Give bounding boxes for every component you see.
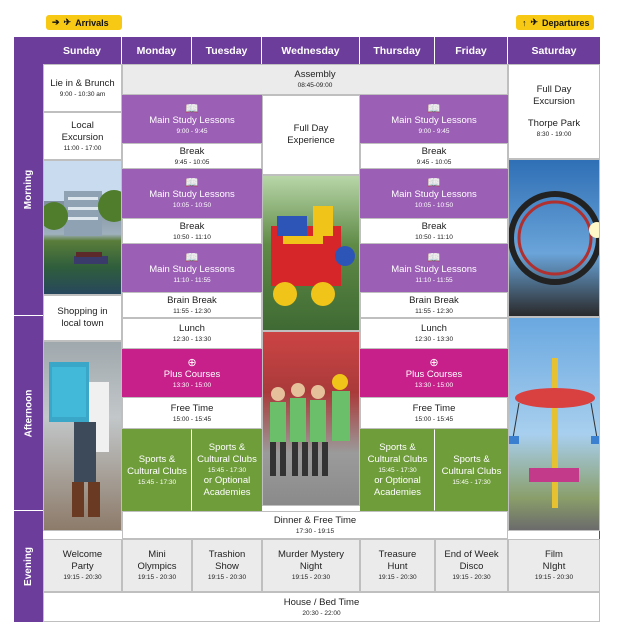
- mon-tue-study-1: 📖 Main Study Lessons 9:00 - 9:45: [122, 95, 262, 143]
- header-tuesday: Tuesday: [192, 37, 262, 64]
- thu-fri-lunch: Lunch 12:30 - 13:30: [360, 318, 508, 349]
- period-evening: Evening: [14, 511, 43, 622]
- plane-takeoff-icon: ✈: [530, 17, 539, 27]
- rollercoaster-photo: [508, 159, 600, 317]
- thursday-sports: Sports & Cultural Clubs 15:45 - 17:30 or Optional Academies: [360, 429, 435, 511]
- wednesday-evening: Murder Mystery Night 19:15 - 20:30: [262, 539, 360, 592]
- monday-sports: Sports & Cultural Clubs 15:45 - 17:30: [122, 429, 192, 511]
- book-icon: 📖: [185, 102, 199, 115]
- book-icon: 📖: [427, 177, 441, 189]
- departures-badge: [516, 15, 594, 30]
- header-monday: Monday: [122, 37, 192, 64]
- swing-ride-photo: [508, 317, 600, 531]
- header-saturday: Saturday: [508, 37, 600, 64]
- sunday-shopping: Shopping in local town: [43, 295, 122, 341]
- friday-evening: End of Week Disco 19:15 - 20:30: [435, 539, 508, 592]
- thu-fri-break-2: Break 10:50 - 11:10: [360, 218, 508, 244]
- canal-photo: [43, 160, 122, 295]
- thursday-evening: Treasure Hunt 19:15 - 20:30: [360, 539, 435, 592]
- wednesday-experience: Full Day Experience: [262, 95, 360, 175]
- mon-tue-free-time: Free Time 15:00 - 15:45: [122, 397, 262, 429]
- lego-train-illustration: [263, 176, 360, 331]
- mon-tue-break-1: Break 9:45 - 10:05: [122, 143, 262, 169]
- thu-fri-study-2: 📖 Main Study Lessons 10:05 - 10:50: [360, 169, 508, 218]
- book-icon: 📖: [185, 251, 199, 264]
- group-photo: [262, 331, 360, 506]
- thu-fri-plus-courses: ⊕ Plus Courses 13:30 - 15:00: [360, 349, 508, 397]
- plus-circle-icon: ⊕: [187, 356, 197, 369]
- thu-fri-study-1: 📖 Main Study Lessons 9:00 - 9:45: [360, 95, 508, 143]
- departures-label: Departures: [542, 17, 590, 28]
- legoland-photo: [262, 175, 360, 331]
- sunday-local-excursion: Local Excursion 11:00 - 17:00: [43, 112, 122, 160]
- shopping-photo: [43, 341, 122, 531]
- thu-fri-brain-break: Brain Break 11:55 - 12:30: [360, 292, 508, 318]
- book-icon: 📖: [185, 177, 199, 189]
- arrivals-badge: [46, 15, 122, 30]
- bed-time: House / Bed Time 20:30 - 22:00: [43, 592, 600, 622]
- corner-header: [14, 37, 43, 64]
- saturday-evening: Film NIght 19:15 - 20:30: [508, 539, 600, 592]
- thu-fri-break-1: Break 9:45 - 10:05: [360, 143, 508, 169]
- thu-fri-free-time: Free Time 15:00 - 15:45: [360, 397, 508, 429]
- monday-evening: Mini Olympics 19:15 - 20:30: [122, 539, 192, 592]
- canal-illustration: [44, 161, 122, 295]
- period-morning: Morning: [14, 64, 43, 316]
- tuesday-evening: Trashion Show 19:15 - 20:30: [192, 539, 262, 592]
- plane-landing-icon: ✈: [63, 17, 72, 27]
- header-wednesday: Wednesday: [262, 37, 360, 64]
- mon-tue-break-2: Break 10:50 - 11:10: [122, 218, 262, 244]
- tuesday-sports: Sports & Cultural Clubs 15:45 - 17:30 or Optional Academies: [192, 429, 262, 511]
- period-afternoon: Afternoon: [14, 316, 43, 511]
- thu-fri-study-3: 📖 Main Study Lessons 11:10 - 11:55: [360, 244, 508, 292]
- header-thursday: Thursday: [360, 37, 435, 64]
- group-illustration: [263, 332, 360, 506]
- mon-tue-brain-break: Brain Break 11:55 - 12:30: [122, 292, 262, 318]
- sunday-lie-in: Lie in & Brunch 9:00 - 10:30 am: [43, 64, 122, 112]
- book-icon: 📖: [427, 102, 441, 115]
- dinner-free-time: Dinner & Free Time 17:30 - 19:15: [122, 511, 508, 539]
- book-icon: 📖: [427, 251, 441, 264]
- mon-tue-study-3: 📖 Main Study Lessons 11:10 - 11:55: [122, 244, 262, 292]
- arrivals-label: Arrivals: [75, 17, 109, 28]
- saturday-excursion: Full Day Excursion Thorpe Park 8:30 - 19:00: [508, 64, 600, 159]
- mon-tue-plus-courses: ⊕ Plus Courses 13:30 - 15:00: [122, 349, 262, 397]
- friday-sports: Sports & Cultural Clubs 15:45 - 17:30: [435, 429, 508, 511]
- mon-tue-study-2: 📖 Main Study Lessons 10:05 - 10:50: [122, 169, 262, 218]
- plus-circle-icon: ⊕: [429, 356, 439, 369]
- sunday-welcome: Welcome Party 19:15 - 20:30: [43, 539, 122, 592]
- header-friday: Friday: [435, 37, 508, 64]
- arrow-right-icon: ➔: [52, 17, 60, 27]
- assembly: Assembly 08:45-09:00: [122, 64, 508, 95]
- mon-tue-lunch: Lunch 12:30 - 13:30: [122, 318, 262, 349]
- ride-wheel-illustration: [509, 160, 600, 317]
- header-sunday: Sunday: [43, 37, 122, 64]
- arrow-up-icon: ↑: [522, 17, 527, 28]
- shopping-illustration: [44, 342, 122, 531]
- swing-ride-illustration: [509, 318, 600, 531]
